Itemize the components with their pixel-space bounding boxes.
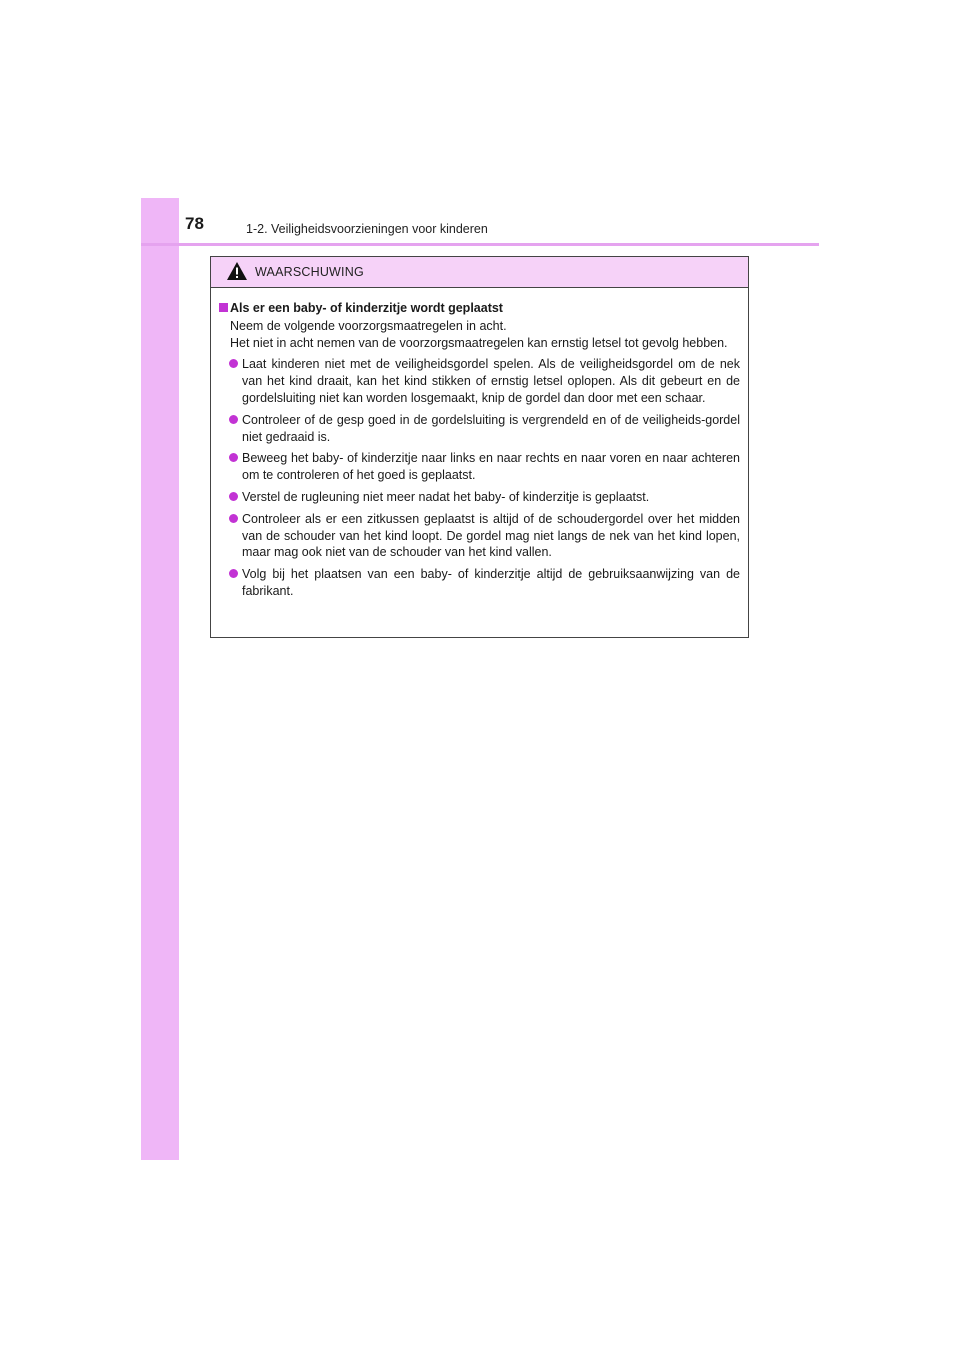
warning-heading (219, 300, 740, 317)
circle-bullet-icon (229, 569, 238, 578)
page-number: 78 (185, 214, 204, 233)
bullet-text: Laat kinderen niet met de veiligheidsgordel spelen. Als de veiligheidsgordel om de nek van het kind draait, kan het kind stikken of ernstig letsel oplopen. Als dit gebeurt en de gordelsluiting niet kan worden losgemaakt, knip de gordel dan door met een schaar. (242, 357, 740, 405)
header-divider (141, 243, 819, 246)
list-item (219, 356, 740, 406)
warning-heading-text: Als er een baby- of kinderzitje wordt geplaatst (230, 301, 503, 315)
warning-box (210, 256, 749, 638)
circle-bullet-icon (229, 492, 238, 501)
square-bullet-icon (219, 303, 228, 312)
warning-header (211, 257, 748, 288)
warning-bullet-list (219, 356, 740, 599)
circle-bullet-icon (229, 359, 238, 368)
circle-bullet-icon (229, 415, 238, 424)
bullet-text: Controleer of de gesp goed in de gordelsluiting is vergrendeld en of de veiligheids-gordel niet gedraaid is. (242, 412, 740, 444)
circle-bullet-icon (229, 453, 238, 462)
section-title: 1-2. Veiligheidsvoorzieningen voor kinderen (246, 222, 488, 236)
warning-title: WAARSCHUWING (255, 265, 364, 279)
bullet-text: Beweeg het baby- of kinderzitje naar links en naar rechts en naar voren en naar achteren om te controleren of het goed is geplaatst. (242, 451, 740, 483)
bullet-text: Controleer als er een zitkussen geplaatst is altijd of de schoudergordel over het midden van de schouder van het kind loopt. De gordel mag niet langs de nek van het kind lopen, maar mag ook niet van de schouder van het kind vallen. (242, 511, 740, 560)
list-item (219, 489, 740, 506)
bullet-text: Verstel de rugleuning niet meer nadat het baby- of kinderzitje is geplaatst. (242, 489, 650, 504)
intro-line: Neem de volgende voorzorgsmaatregelen in acht. (230, 318, 507, 333)
circle-bullet-icon (229, 514, 238, 523)
list-item (219, 566, 740, 600)
chapter-sidebar-tab (141, 198, 179, 1160)
list-item (219, 412, 740, 446)
list-item (219, 450, 740, 484)
warning-triangle-icon (226, 261, 248, 281)
warning-intro (219, 318, 740, 352)
warning-body (211, 288, 748, 600)
list-item (219, 511, 740, 561)
intro-line: Het niet in acht nemen van de voorzorgsmaatregelen kan ernstig letsel tot gevolg hebben. (230, 335, 728, 350)
bullet-text: Volg bij het plaatsen van een baby- of kinderzitje altijd de gebruiksaanwijzing van de fabrikant. (242, 567, 740, 598)
